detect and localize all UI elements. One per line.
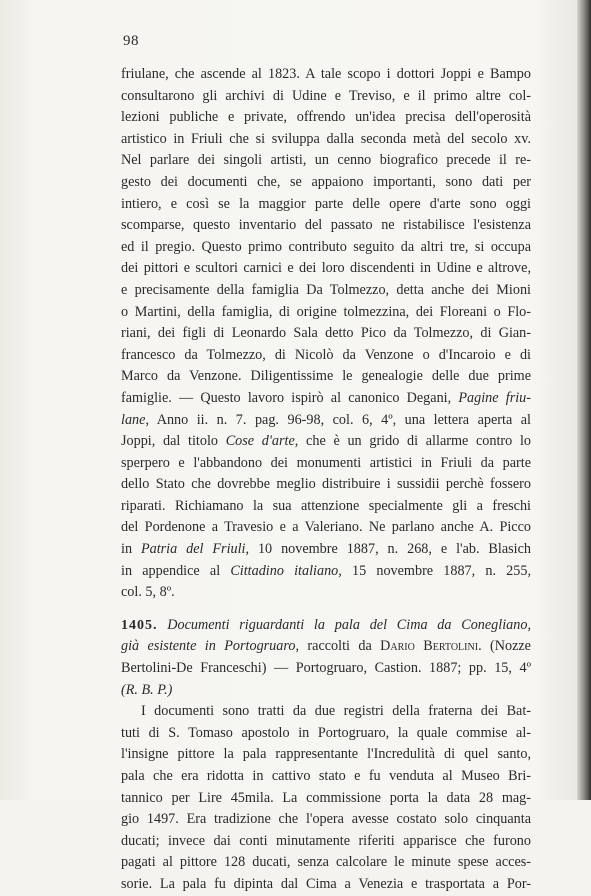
text-line: lezioni publiche e private, offrendo un'idea precisa dell'operosità	[121, 109, 531, 126]
entry-heading	[121, 615, 531, 637]
text-line: famiglie. — Questo lavoro ispirò al canonico Degani, Pagine friu-	[121, 389, 531, 406]
entry-imprint: Bertolini-De Franceschi) — Portogruaro, Castion. 1887; pp. 15, 4º	[121, 660, 531, 677]
text-line: dei pittori e scultori carnici e dei loro discendenti in Udine e altrove,	[121, 260, 531, 277]
text-line: gesto dei documenti che, se appaiono importanti, sono dati per	[121, 173, 531, 190]
text-line: I documenti sono tratti da due registri della fraterna dei Bat-	[141, 703, 531, 720]
text-line: Nel parlare dei singoli artisti, un cenno biografico precede il re-	[121, 152, 531, 169]
text-line: pagati al pittore 128 ducati, senza calcolare le minute spese acces-	[121, 854, 531, 871]
text-line: l'insigne pittore la pala rappresentante l'Incredulità di quel santo,	[121, 746, 531, 763]
text-line: o Martini, della famiglia, di origine tolmezzina, dei Floreani o Flo-	[121, 303, 531, 320]
text-line: pala che era ridotta in cattivo stato e fu venduta al Museo Bri-	[121, 768, 531, 784]
text-line: tuti di S. Tomaso apostolo in Portogruaro, la quale commise al-	[121, 724, 531, 741]
text-line: sperpero e l'abbandono dei monumenti artistici in Friuli da parte	[121, 454, 531, 471]
entry-source: (R. B. P.)	[121, 681, 173, 698]
text-line: ducati; invece dai conti minutamente riferiti apparisce che furono	[121, 832, 531, 849]
text-line: sorie. La pala fu dipinta dal Cima a Venezia e trasportata a Por-	[121, 875, 531, 892]
entry-title: Documenti riguardanti la pala del Cima da Conegliano,	[157, 616, 531, 633]
text-line: gio 1497. Era tradizione che l'opera avesse costato solo cinquanta	[121, 811, 531, 828]
entry-number: 1405.	[121, 617, 158, 633]
text-line: dello Stato che dovrebbe meglio distribuire i sussidii perchè fossero	[121, 476, 531, 493]
text-line: Marco da Venzone. Diligentissime le genealogie delle due prime	[121, 368, 531, 385]
text-line: col. 5, 8º.	[121, 584, 175, 601]
text-line: scomparse, questo inventario del passato ne ristabilisce l'esistenza	[121, 217, 531, 234]
text-line: francesco da Tolmezzo, di Nicolò da Venzone o d'Incaroio e di	[121, 346, 531, 363]
text-line: in appendice al Cittadino italiano, 15 novembre 1887, n. 255,	[121, 562, 532, 579]
text-line: riani, dei figli di Leonardo Sala detto Pico da Tolmezzo, di Gian-	[121, 325, 531, 342]
text-line: intiero, e così se la maggior parte delle opere d'arte sono oggi	[121, 195, 531, 212]
text-line: riparati. Richiamano la sua attenzione specialmente gli a freschi	[121, 497, 531, 514]
text-line: friulane, che ascende al 1823. A tale scopo i dottori Joppi e Bampo	[121, 66, 531, 82]
page-number: 98	[123, 33, 139, 49]
scan-edge-shadow	[577, 0, 591, 800]
text-line: artistico in Friuli che si sviluppa dalla seconda metà del secolo xv.	[121, 130, 531, 147]
entry-author: Dario Bertolini	[380, 638, 479, 655]
text-line: del Pordenone a Travesio e a Valeriano. Ne parlano anche A. Picco	[121, 519, 531, 536]
text-line: lane, Anno ii. n. 7. pag. 96-98, col. 6, 4º, una lettera aperta al	[121, 411, 531, 428]
entry-heading: già esistente in Portogruaro, raccolti da Dario Bertolini. (Nozze	[121, 638, 531, 655]
text-line: consultarono gli archivi di Udine e Treviso, e il primo altre col-	[121, 87, 531, 104]
text-line: e precisamente della famiglia Da Tolmezzo, detta anche dei Mioni	[121, 281, 531, 298]
text-line: in Patria del Friuli, 10 novembre 1887, n. 268, e l'ab. Blasich	[121, 541, 531, 558]
body-text	[121, 64, 531, 896]
text-line: Joppi, dal titolo Cose d'arte, che è un grido di allarme contro lo	[121, 433, 532, 450]
text-line: ed il pregio. Questo primo contributo seguito da altri tre, si occupa	[121, 238, 531, 255]
text-line: tannico per Lire 45mila. La commissione porta la data 28 mag-	[121, 789, 531, 806]
